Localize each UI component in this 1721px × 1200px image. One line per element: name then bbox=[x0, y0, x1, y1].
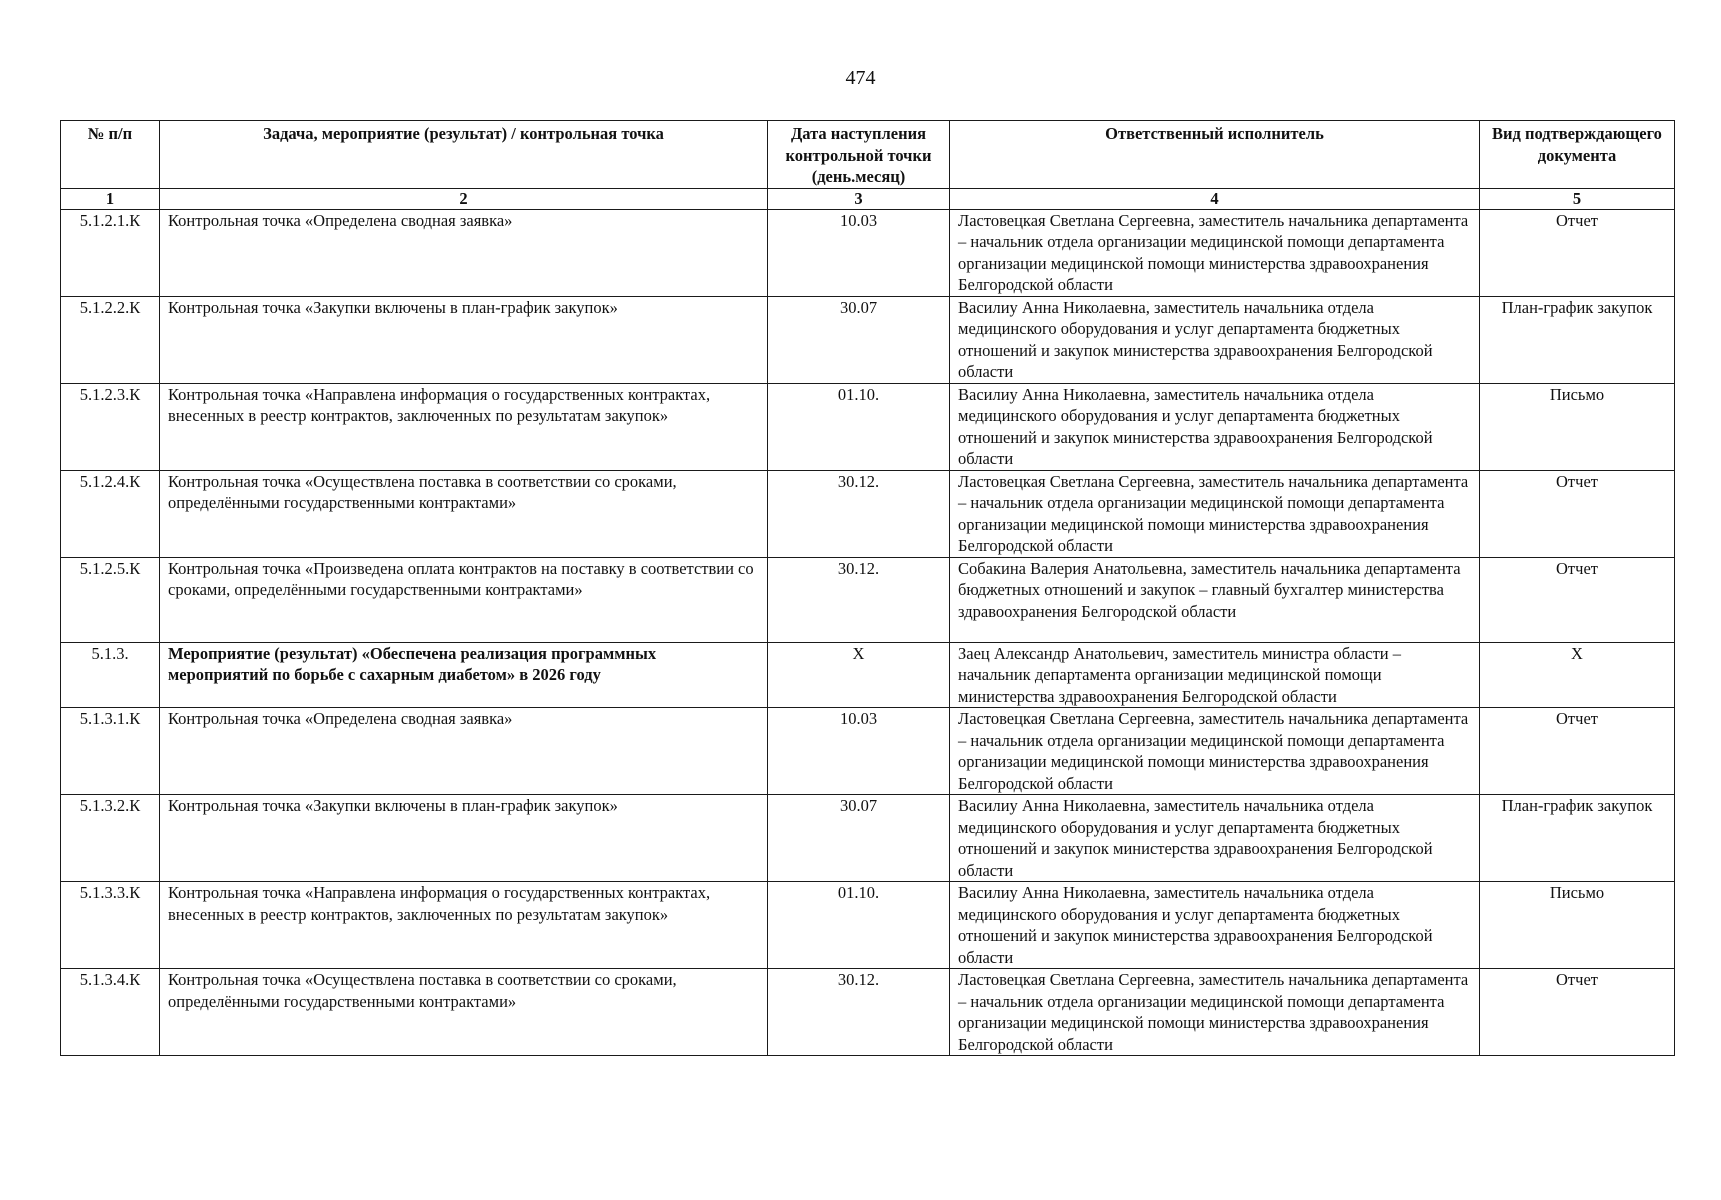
column-numbers-row bbox=[61, 188, 1675, 209]
column-number: 3 bbox=[768, 188, 950, 209]
control-points-table bbox=[60, 120, 1675, 1056]
row-executor: Ластовецкая Светлана Сергеевна, заместитель начальника департамента – начальник отдела организации медицинской помощи департамента организации медицинской помощи министерства здравоохранения Белгородской области bbox=[950, 470, 1480, 557]
column-number: 2 bbox=[160, 188, 768, 209]
header-number: № п/п bbox=[61, 121, 160, 189]
table-row-measure bbox=[61, 642, 1675, 708]
row-document: Отчет bbox=[1480, 470, 1675, 557]
row-date: X bbox=[768, 642, 950, 708]
row-document: Отчет bbox=[1480, 557, 1675, 642]
table-row bbox=[61, 209, 1675, 296]
row-task: Контрольная точка «Определена сводная заявка» bbox=[160, 209, 768, 296]
row-number: 5.1.2.2.К bbox=[61, 296, 160, 383]
row-task: Контрольная точка «Осуществлена поставка в соответствии со сроками, определёнными государственными контрактами» bbox=[160, 470, 768, 557]
row-date: 10.03 bbox=[768, 209, 950, 296]
table-row bbox=[61, 969, 1675, 1056]
row-document: Отчет bbox=[1480, 209, 1675, 296]
row-document: Отчет bbox=[1480, 708, 1675, 795]
row-date: 10.03 bbox=[768, 708, 950, 795]
row-executor: Ластовецкая Светлана Сергеевна, заместитель начальника департамента – начальник отдела организации медицинской помощи департамента организации медицинской помощи министерства здравоохранения Белгородской области bbox=[950, 969, 1480, 1056]
row-task: Мероприятие (результат) «Обеспечена реализация программных мероприятий по борьбе с сахарным диабетом» в 2026 году bbox=[160, 642, 768, 708]
header-date: Дата наступления контрольной точки (день.месяц) bbox=[768, 121, 950, 189]
row-number: 5.1.3.4.К bbox=[61, 969, 160, 1056]
header-task: Задача, мероприятие (результат) / контрольная точка bbox=[160, 121, 768, 189]
row-task: Контрольная точка «Направлена информация о государственных контрактах, внесенных в реестр контрактов, заключенных по результатам закупок» bbox=[160, 882, 768, 969]
row-document: План-график закупок bbox=[1480, 795, 1675, 882]
table-row bbox=[61, 882, 1675, 969]
row-date: 30.07 bbox=[768, 296, 950, 383]
row-executor: Василиу Анна Николаевна, заместитель начальника отдела медицинского оборудования и услуг департамента бюджетных отношений и закупок министерства здравоохранения Белгородской области bbox=[950, 296, 1480, 383]
row-document: Отчет bbox=[1480, 969, 1675, 1056]
row-task: Контрольная точка «Произведена оплата контрактов на поставку в соответствии со сроками, определёнными государственными контрактами» bbox=[160, 557, 768, 642]
row-document: План-график закупок bbox=[1480, 296, 1675, 383]
row-executor: Собакина Валерия Анатольевна, заместитель начальника департамента бюджетных отношений и закупок – главный бухгалтер министерства здравоохранения Белгородской области bbox=[950, 557, 1480, 642]
row-number: 5.1.3. bbox=[61, 642, 160, 708]
table-header-row bbox=[61, 121, 1675, 189]
table-row bbox=[61, 296, 1675, 383]
row-executor: Василиу Анна Николаевна, заместитель начальника отдела медицинского оборудования и услуг департамента бюджетных отношений и закупок министерства здравоохранения Белгородской области bbox=[950, 882, 1480, 969]
row-number: 5.1.3.3.К bbox=[61, 882, 160, 969]
row-date: 30.12. bbox=[768, 470, 950, 557]
row-date: 30.12. bbox=[768, 969, 950, 1056]
table-row bbox=[61, 795, 1675, 882]
row-number: 5.1.3.1.К bbox=[61, 708, 160, 795]
row-date: 30.12. bbox=[768, 557, 950, 642]
row-number: 5.1.2.3.К bbox=[61, 383, 160, 470]
table-row bbox=[61, 557, 1675, 642]
page-number: 474 bbox=[845, 67, 876, 89]
row-document: X bbox=[1480, 642, 1675, 708]
row-executor: Заец Александр Анатольевич, заместитель министра области – начальник департамента организации медицинской помощи министерства здравоохранения Белгородской области bbox=[950, 642, 1480, 708]
row-number: 5.1.2.4.К bbox=[61, 470, 160, 557]
row-task: Контрольная точка «Закупки включены в план-график закупок» bbox=[160, 795, 768, 882]
column-number: 1 bbox=[61, 188, 160, 209]
row-task: Контрольная точка «Закупки включены в план-график закупок» bbox=[160, 296, 768, 383]
row-date: 01.10. bbox=[768, 383, 950, 470]
row-executor: Ластовецкая Светлана Сергеевна, заместитель начальника департамента – начальник отдела организации медицинской помощи департамента организации медицинской помощи министерства здравоохранения Белгородской области bbox=[950, 708, 1480, 795]
header-executor: Ответственный исполнитель bbox=[950, 121, 1480, 189]
table-row bbox=[61, 708, 1675, 795]
row-document: Письмо bbox=[1480, 882, 1675, 969]
row-date: 30.07 bbox=[768, 795, 950, 882]
row-executor: Василиу Анна Николаевна, заместитель начальника отдела медицинского оборудования и услуг департамента бюджетных отношений и закупок министерства здравоохранения Белгородской области bbox=[950, 795, 1480, 882]
row-number: 5.1.2.5.К bbox=[61, 557, 160, 642]
table-row bbox=[61, 383, 1675, 470]
column-number: 5 bbox=[1480, 188, 1675, 209]
header-document: Вид подтверждающего документа bbox=[1480, 121, 1675, 189]
column-number: 4 bbox=[950, 188, 1480, 209]
row-document: Письмо bbox=[1480, 383, 1675, 470]
row-number: 5.1.2.1.К bbox=[61, 209, 160, 296]
row-number: 5.1.3.2.К bbox=[61, 795, 160, 882]
row-date: 01.10. bbox=[768, 882, 950, 969]
table-row bbox=[61, 470, 1675, 557]
row-task: Контрольная точка «Направлена информация о государственных контрактах, внесенных в реестр контрактов, заключенных по результатам закупок» bbox=[160, 383, 768, 470]
row-executor: Ластовецкая Светлана Сергеевна, заместитель начальника департамента – начальник отдела организации медицинской помощи департамента организации медицинской помощи министерства здравоохранения Белгородской области bbox=[950, 209, 1480, 296]
row-task: Контрольная точка «Осуществлена поставка в соответствии со сроками, определёнными государственными контрактами» bbox=[160, 969, 768, 1056]
row-task: Контрольная точка «Определена сводная заявка» bbox=[160, 708, 768, 795]
row-executor: Василиу Анна Николаевна, заместитель начальника отдела медицинского оборудования и услуг департамента бюджетных отношений и закупок министерства здравоохранения Белгородской области bbox=[950, 383, 1480, 470]
